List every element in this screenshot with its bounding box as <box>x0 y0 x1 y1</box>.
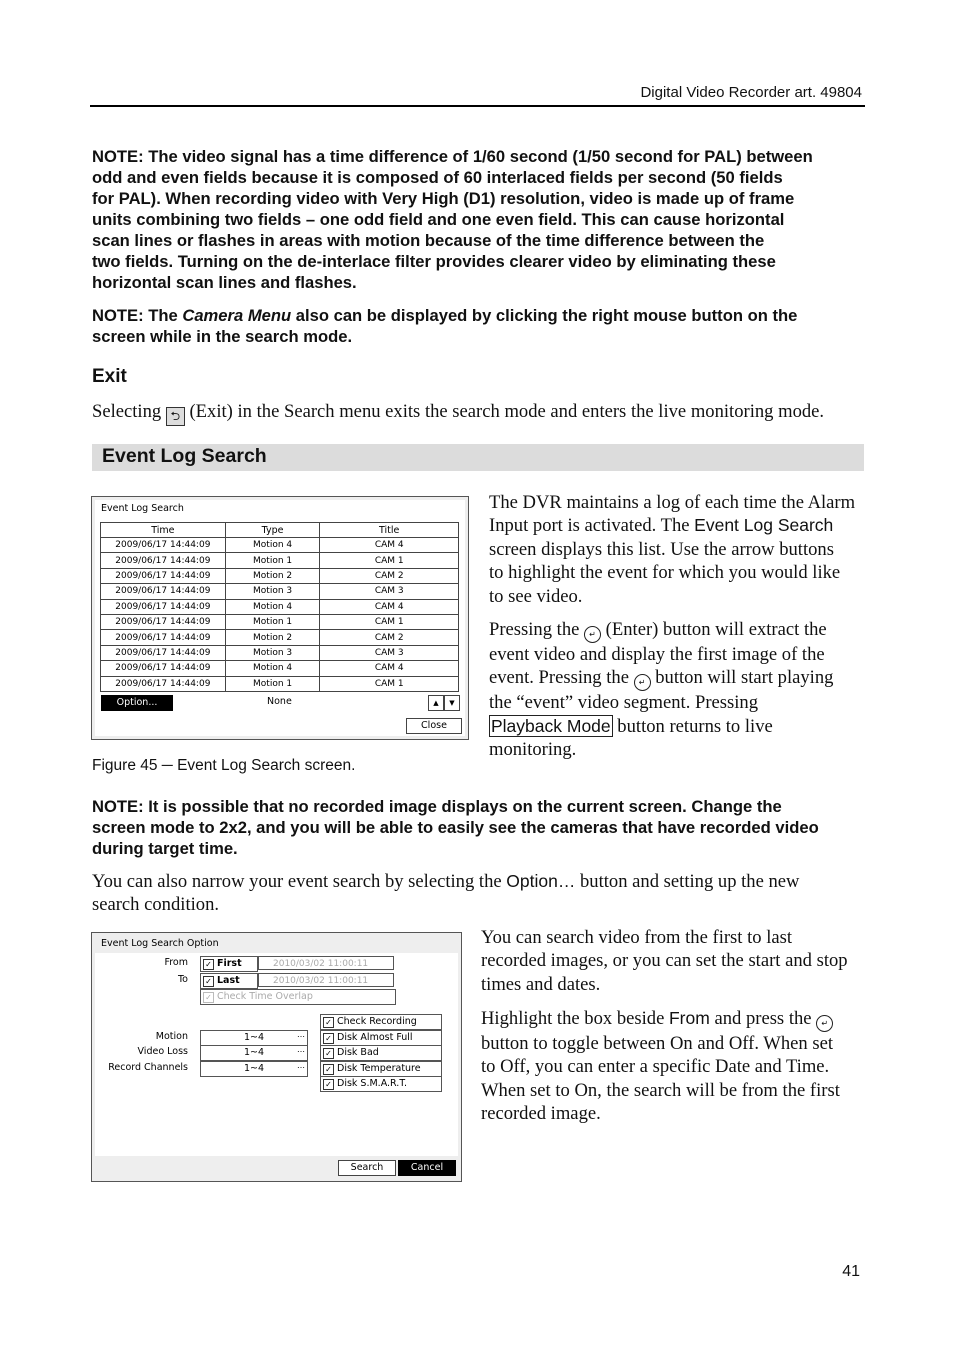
event-log-table <box>100 522 459 692</box>
event-log-search-term: Event Log Search <box>694 515 834 536</box>
text-line: Input port is activated. The <box>489 515 695 537</box>
cell-title: CAM 4 <box>320 661 459 676</box>
cell-type: Motion 4 <box>225 599 320 614</box>
video-loss-value: 1~4 <box>243 1047 265 1058</box>
note-line: screen mode to 2x2, and you will be able to easily see the cameras that have recorded video <box>92 818 819 837</box>
exit-text: Selecting <box>92 401 166 422</box>
disk-almost-full-option[interactable] <box>320 1030 442 1046</box>
option-term: Option… <box>506 871 576 891</box>
enter-button-description <box>489 618 869 762</box>
cell-time: 2009/06/17 14:44:09 <box>101 645 226 660</box>
table-row[interactable] <box>101 538 459 553</box>
video-loss-field[interactable] <box>200 1045 308 1061</box>
cancel-button[interactable]: Cancel <box>398 1160 456 1176</box>
event-log-search-option-screen <box>91 932 462 1182</box>
text-line: button will start playing <box>650 667 834 689</box>
check-label: Disk Almost Full <box>337 1032 413 1043</box>
record-channels-field[interactable] <box>200 1061 308 1077</box>
text-line: and press the <box>709 1008 817 1029</box>
checkbox-icon: ✓ <box>323 1033 334 1044</box>
cell-time: 2009/06/17 14:44:09 <box>101 661 226 676</box>
to-last-toggle[interactable] <box>200 973 258 989</box>
cell-time: 2009/06/17 14:44:09 <box>101 614 226 629</box>
text-line: search condition. <box>92 894 220 916</box>
cell-type: Motion 1 <box>225 553 320 568</box>
cell-time: 2009/06/17 14:44:09 <box>101 584 226 599</box>
column-header-type: Type <box>225 523 320 538</box>
enter-icon: ↵ <box>816 1015 833 1032</box>
cell-type: Motion 4 <box>225 661 320 676</box>
exit-heading: Exit <box>92 366 127 387</box>
note-line: NOTE: The video signal has a time difference of 1/60 second (1/50 second for PAL) between <box>92 147 813 166</box>
cell-time: 2009/06/17 14:44:09 <box>101 553 226 568</box>
cell-time: 2009/06/17 14:44:09 <box>101 676 226 691</box>
scroll-up-button[interactable]: ▲ <box>428 695 444 711</box>
option-value: None <box>267 696 292 707</box>
text-line: monitoring. <box>489 739 577 761</box>
screen-title: Event Log Search Option <box>101 938 219 949</box>
table-row[interactable] <box>101 630 459 645</box>
option-button[interactable]: Option... <box>101 695 173 711</box>
cell-title: CAM 2 <box>320 568 459 583</box>
text-line: recorded image. <box>481 1103 601 1125</box>
exit-paragraph <box>92 400 882 426</box>
text-line: The DVR maintains a log of each time the Alarm <box>489 492 856 513</box>
cell-time: 2009/06/17 14:44:09 <box>101 568 226 583</box>
scroll-down-button[interactable]: ▼ <box>444 695 460 711</box>
cell-title: CAM 1 <box>320 553 459 568</box>
cell-title: CAM 1 <box>320 614 459 629</box>
motion-label: Motion <box>155 1031 188 1042</box>
table-row[interactable] <box>101 614 459 629</box>
text-line: recorded images, or you can set the start and stop <box>481 950 848 972</box>
table-row[interactable] <box>101 599 459 614</box>
motion-field[interactable] <box>200 1030 308 1046</box>
table-row[interactable] <box>101 676 459 691</box>
check-recording-option[interactable] <box>320 1014 442 1030</box>
text-line: When set to On, the search will be from the first <box>481 1079 840 1101</box>
checkbox-icon: ✓ <box>203 976 214 987</box>
checkbox-icon: ✓ <box>203 959 214 970</box>
text-line: button returns to live <box>612 715 773 737</box>
text-line: You can search video from the first to last <box>481 927 793 948</box>
cell-type: Motion 4 <box>225 538 320 553</box>
exit-icon: ⮌ <box>166 407 185 426</box>
overlap-label: Check Time Overlap <box>217 991 313 1002</box>
check-label: Check Recording <box>337 1016 417 1027</box>
note-line: screen while in the search mode. <box>92 327 353 346</box>
motion-value: 1~4 <box>243 1032 265 1043</box>
table-header-row <box>101 523 459 538</box>
text-line: button and setting up the new <box>575 871 800 892</box>
text-line: event. Pressing the <box>489 667 634 689</box>
table-row[interactable] <box>101 661 459 676</box>
from-date-field[interactable]: 2010/03/02 11:00:11 <box>258 956 394 970</box>
cell-time: 2009/06/17 14:44:09 <box>101 538 226 553</box>
note-deinterlace <box>92 146 867 293</box>
checkbox-icon: ✓ <box>323 1079 334 1090</box>
note-text: also can be displayed by clicking the right mouse button on the <box>291 306 798 325</box>
note-text: NOTE: The <box>92 306 183 325</box>
from-term: From <box>668 1008 710 1028</box>
note-line: scan lines or flashes in areas with motion because of the time difference between the <box>92 231 765 250</box>
text-line: You can also narrow your event search by selecting the <box>92 871 507 892</box>
from-toggle-description <box>481 1007 871 1126</box>
text-line: Highlight the box beside <box>481 1008 669 1029</box>
event-log-search-screen <box>91 496 469 740</box>
camera-menu-term: Camera Menu <box>182 306 292 325</box>
text-line: Pressing the <box>489 619 585 640</box>
search-range-description <box>481 926 871 996</box>
cell-title: CAM 4 <box>320 538 459 553</box>
screen-title: Event Log Search <box>101 503 184 514</box>
cell-type: Motion 2 <box>225 630 320 645</box>
checkbox-icon: ✓ <box>323 1064 334 1075</box>
close-button[interactable]: Close <box>406 718 462 734</box>
cell-time: 2009/06/17 14:44:09 <box>101 630 226 645</box>
figure-caption: Figure 45 ─ Event Log Search screen. <box>92 757 356 774</box>
text-line: event video and display the first image of the <box>489 644 825 665</box>
text-line: to Off, you can enter a specific Date and Time. <box>481 1056 830 1078</box>
disk-temperature-option[interactable] <box>320 1061 442 1077</box>
playback-mode-term: Playback Mode <box>491 715 611 736</box>
table-row[interactable] <box>101 645 459 660</box>
checkbox-icon: ✓ <box>323 1017 334 1028</box>
ellipsis-icon: … <box>297 1061 305 1070</box>
text-line: to highlight the event for which you would like <box>489 562 841 584</box>
text-line: the “event” video segment. Pressing <box>489 692 759 714</box>
text-line: to see video. <box>489 585 583 607</box>
check-label: Disk S.M.A.R.T. <box>337 1078 408 1089</box>
check-time-overlap[interactable] <box>200 989 396 1005</box>
text-line: button to toggle between On and Off. When set <box>481 1033 834 1054</box>
cell-title: CAM 2 <box>320 630 459 645</box>
note-line: NOTE: It is possible that no recorded image displays on the current screen. Change the <box>92 797 782 816</box>
column-header-time: Time <box>101 523 226 538</box>
cell-type: Motion 2 <box>225 568 320 583</box>
table-row[interactable] <box>101 553 459 568</box>
first-label: First <box>217 958 242 969</box>
checkbox-icon: ✓ <box>323 1048 334 1059</box>
enter-icon: ↵ <box>634 674 651 691</box>
enter-icon: ↵ <box>584 626 601 643</box>
ellipsis-icon: … <box>297 1045 305 1054</box>
check-label: Disk Bad <box>337 1047 379 1058</box>
to-label: To <box>177 974 188 985</box>
cell-title: CAM 3 <box>320 645 459 660</box>
disk-bad-option[interactable] <box>320 1045 442 1061</box>
last-label: Last <box>217 975 240 986</box>
note-line: for PAL). When recording video with Very High (D1) resolution, video is made up of frame <box>92 189 795 208</box>
ellipsis-icon: … <box>297 1030 305 1039</box>
text-line: screen displays this list. Use the arrow buttons <box>489 538 834 560</box>
cell-type: Motion 3 <box>225 584 320 599</box>
event-log-description <box>489 491 869 608</box>
note-line: during target time. <box>92 839 238 858</box>
text-line: (Enter) button will extract the <box>601 619 827 640</box>
disk-smart-option[interactable] <box>320 1076 442 1092</box>
from-label: From <box>164 957 188 968</box>
cell-type: Motion 1 <box>225 676 320 691</box>
search-button[interactable]: Search <box>338 1160 396 1176</box>
cell-title: CAM 1 <box>320 676 459 691</box>
table-row[interactable] <box>101 584 459 599</box>
option-paragraph <box>92 870 882 917</box>
record-channels-value: 1~4 <box>243 1063 265 1074</box>
table-row[interactable] <box>101 568 459 583</box>
note-line: units combining two fields – one odd field and one even field. This can cause horizontal <box>92 210 785 229</box>
note-line: two fields. Turning on the de-interlace filter provides clearer video by eliminating these <box>92 252 776 271</box>
header-rule <box>90 105 865 107</box>
note-screen-mode <box>92 796 867 859</box>
note-line: odd and even fields because it is composed of 60 interlaced fields per second (50 fields <box>92 168 783 187</box>
to-date-field[interactable]: 2010/03/02 11:00:11 <box>258 973 394 987</box>
cell-time: 2009/06/17 14:44:09 <box>101 599 226 614</box>
from-first-toggle[interactable] <box>200 956 258 972</box>
record-channels-label: Record Channels <box>108 1062 188 1073</box>
exit-text: (Exit) in the Search menu exits the search mode and enters the live monitoring mode. <box>184 401 825 422</box>
cell-title: CAM 4 <box>320 599 459 614</box>
note-camera-menu <box>92 305 867 347</box>
column-header-title: Title <box>320 523 459 538</box>
page-number: 41 <box>842 1263 860 1280</box>
cell-type: Motion 3 <box>225 645 320 660</box>
checkbox-icon: ✓ <box>203 992 214 1003</box>
text-line: times and dates. <box>481 973 601 995</box>
video-loss-label: Video Loss <box>137 1046 188 1057</box>
note-line: horizontal scan lines and flashes. <box>92 273 357 292</box>
cell-title: CAM 3 <box>320 584 459 599</box>
running-header: Digital Video Recorder art. 49804 <box>640 84 862 101</box>
section-title: Event Log Search <box>102 445 267 467</box>
cell-type: Motion 1 <box>225 614 320 629</box>
check-label: Disk Temperature <box>337 1063 421 1074</box>
